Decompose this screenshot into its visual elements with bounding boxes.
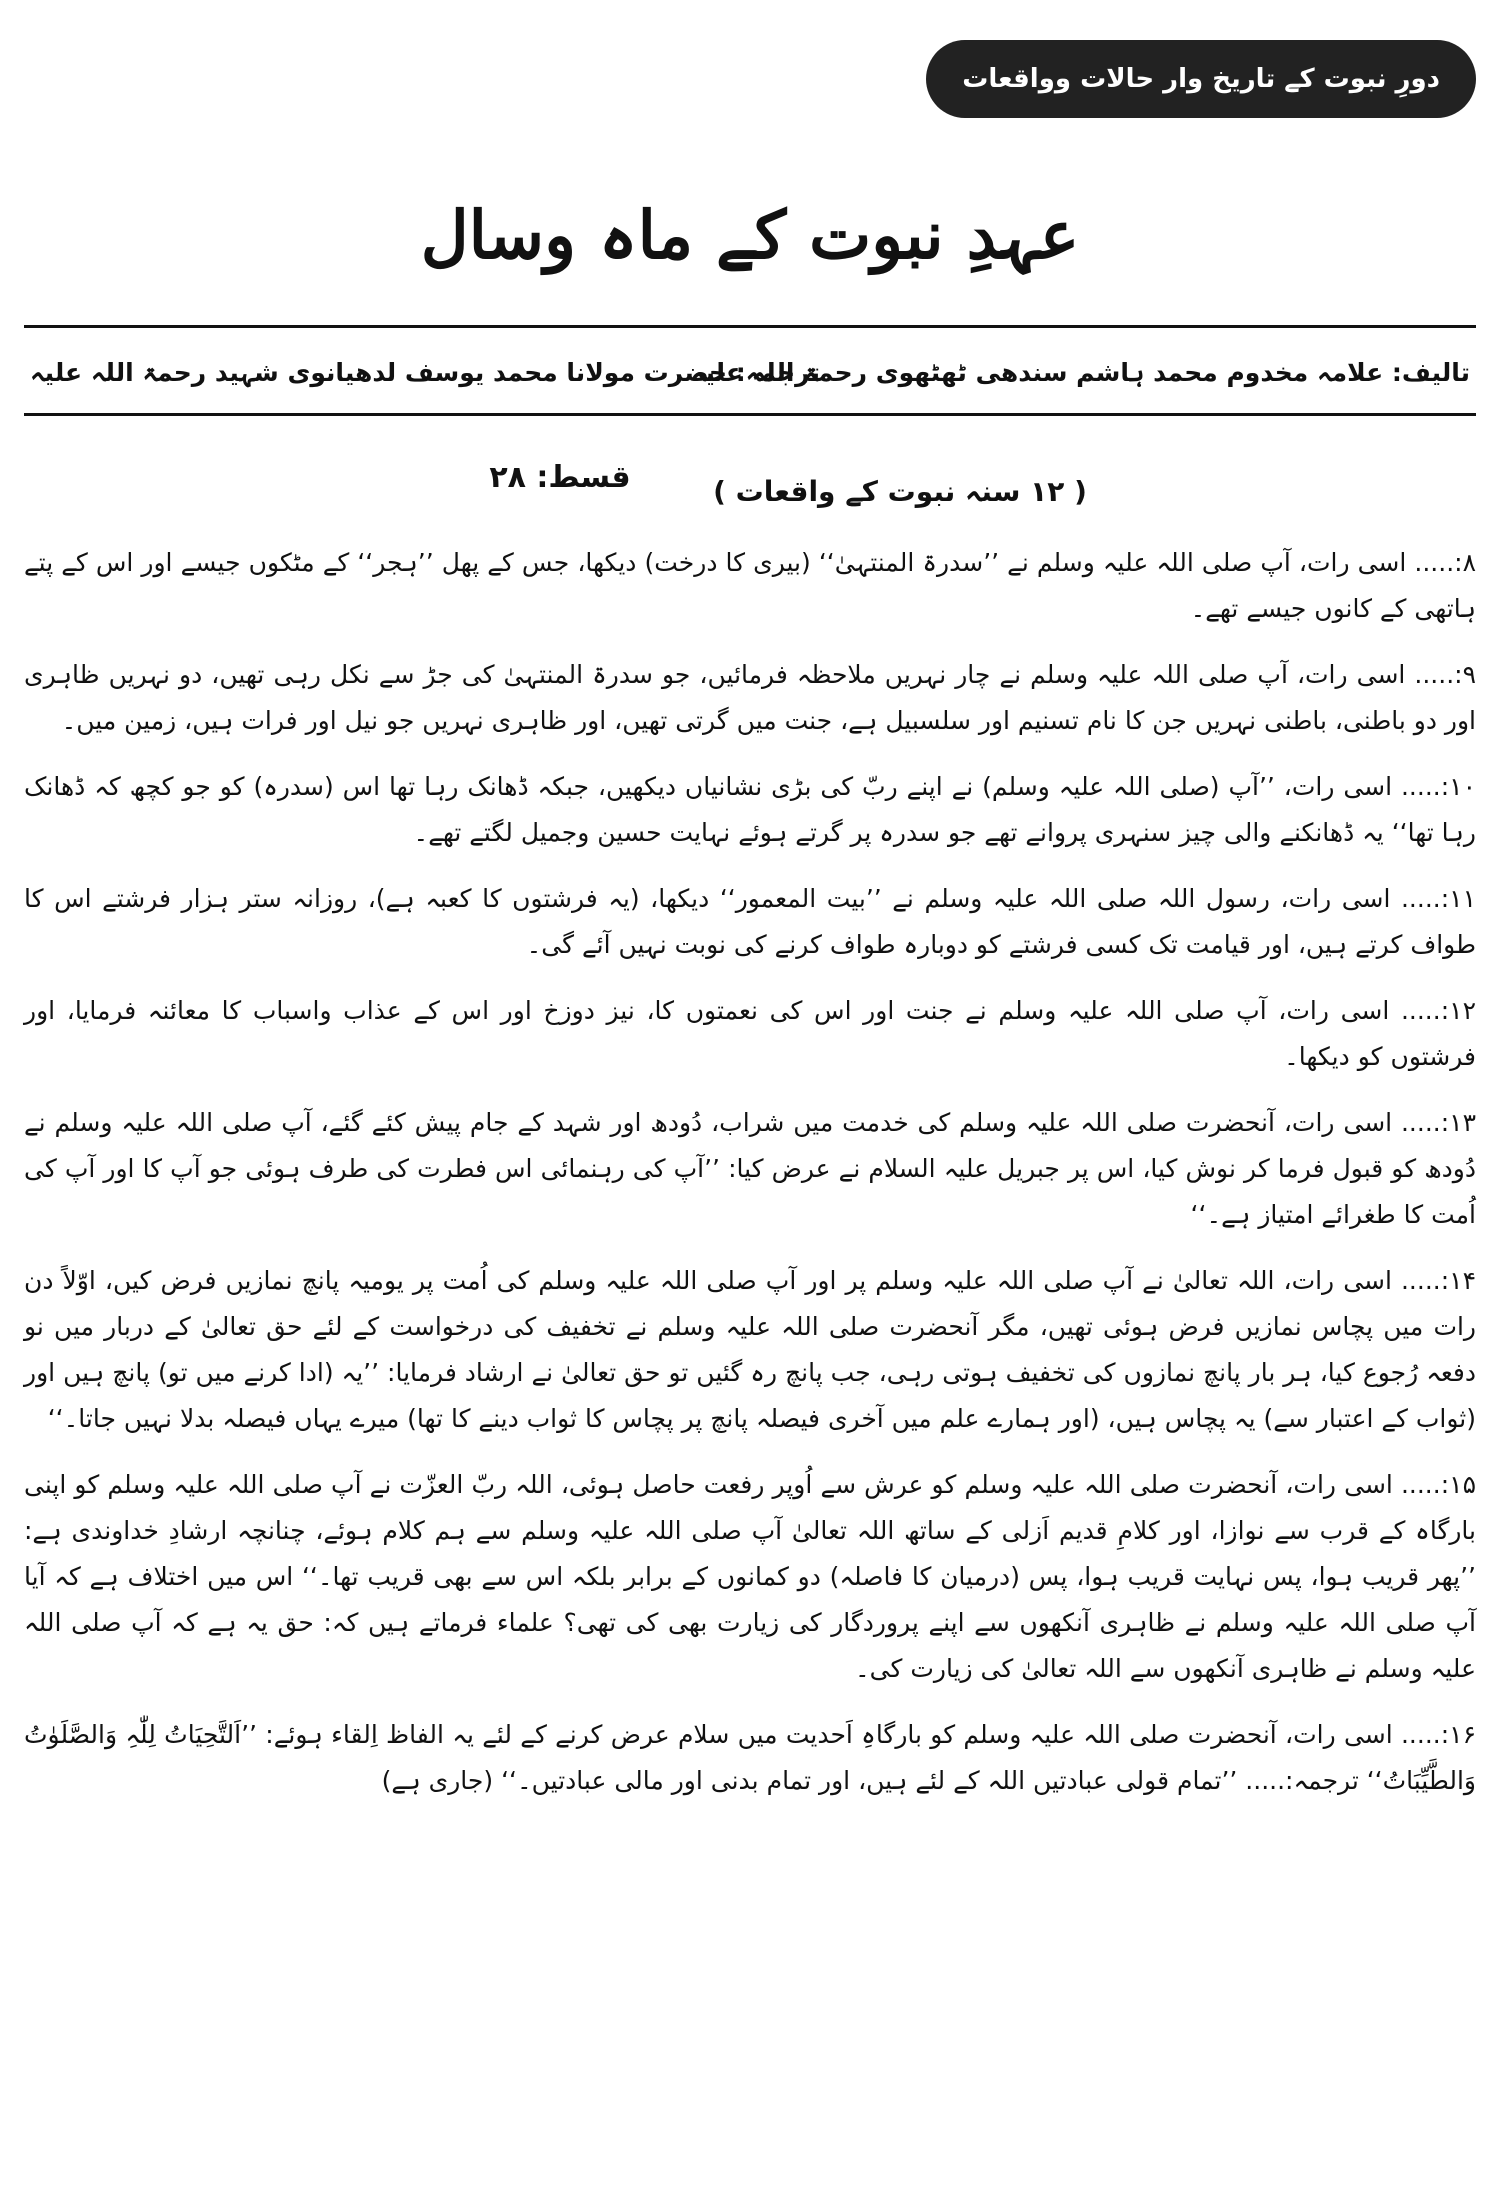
installment-subtitle — [0, 472, 1500, 512]
series-tag: دورِ نبوت کے تاریخ وار حالات وواقعات — [926, 40, 1476, 118]
paragraph-15: ۱۵:..... اسی رات، آنحضرت صلی اللہ علیہ وسلم کو عرش سے اُوپر رفعت حاصل ہوئی، اللہ ربّ العزّت نے آپ صلی اللہ علیہ وسلم کو اپنی بارگاہ کے قرب سے نوازا، اور کلامِ قدیم اَزلی کے ساتھ اللہ تعالیٰ آپ صلی اللہ علیہ وسلم سے ہم کلام ہوئے، چنانچہ ارشادِ خداوندی ہے: ’’پھر قریب ہوا، پس نہایت قریب ہوا، پس (درمیان کا فاصلہ) دو کمانوں کے برابر بلکہ اس سے بھی قریب تھا۔‘‘ اس میں اختلاف ہے کہ آیا آپ صلی اللہ علیہ وسلم نے ظاہری آنکھوں سے اپنے پروردگار کی زیارت بھی کی تھی؟ علماء فرماتے ہیں کہ: حق یہ ہے کہ آپ صلی اللہ علیہ وسلم نے ظاہری آنکھوں سے اللہ تعالیٰ کی زیارت کی۔ — [24, 1470, 1476, 1683]
paragraph-8: ۸:..... اسی رات، آپ صلی اللہ علیہ وسلم نے ’’سدرۃ المنتہیٰ‘‘ (بیری کا درخت) دیکھا، جس کے پھل ’’ہجر‘‘ کے مٹکوں جیسے اور اس کے پتے ہاتھی کے کانوں جیسے تھے۔ — [24, 548, 1476, 623]
translator-credit: ترجمہ: حضرت مولانا محمد یوسف لدھیانوی شہید رحمۃ اللہ علیہ — [30, 358, 821, 387]
paragraph-12: ۱۲:..... اسی رات، آپ صلی اللہ علیہ وسلم نے جنت اور اس کی نعمتوں کا، نیز دوزخ اور اس کے عذاب واسباب کا معائنہ فرمایا، اور فرشتوں کو دیکھا۔ — [24, 996, 1476, 1071]
installment-subtitle-text: ( ۱۲ سنہ نبوت کے واقعات ) — [713, 475, 1087, 508]
title-rule-bottom — [24, 413, 1476, 416]
paragraph-16: ۱۶:..... اسی رات، آنحضرت صلی اللہ علیہ وسلم کو بارگاہِ اَحدیت میں سلام عرض کرنے کے لئے یہ الفاظ اِلقاء ہوئے: ’’اَلتَّحِیَاتُ لِلّٰہِ وَالصَّلَوٰتُ وَالطَّیِّبَاتُ‘‘ ترجمہ:..... ’’تمام قولی عبادتیں اللہ کے لئے ہیں، اور تمام بدنی اور مالی عبادتیں۔‘‘ (جاری ہے) — [24, 1720, 1476, 1795]
paragraph-11: ۱۱:..... اسی رات، رسول اللہ صلی اللہ علیہ وسلم نے ’’بیت المعمور‘‘ دیکھا، (یہ فرشتوں کا کعبہ ہے)، روزانہ ستر ہزار فرشتے اس کا طواف کرتے ہیں، اور قیامت تک کسی فرشتے کو دوبارہ طواف کرنے کی نوبت نہیں آئے گی۔ — [24, 884, 1476, 959]
author-credit: تالیف: علامہ مخدوم محمد ہاشم سندھی ٹھٹھوی رحمۃ اللہ علیہ — [690, 358, 1470, 387]
title-rule-top — [24, 325, 1476, 328]
paragraph-9: ۹:..... اسی رات، آپ صلی اللہ علیہ وسلم نے چار نہریں ملاحظہ فرمائیں، جو سدرۃ المنتہیٰ کی جڑ سے نکل رہی تھیں، دو نہریں ظاہری اور دو باطنی، باطنی نہریں جن کا نام تسنیم اور سلسبیل ہے، جنت میں گرتی تھیں، اور ظاہری نہریں جو نیل اور فرات ہیں، زمین میں۔ — [24, 660, 1476, 735]
page-title: عہدِ نبوت کے ماہ وسال — [420, 196, 1080, 274]
article-body — [24, 540, 1476, 1804]
paragraph-13: ۱۳:..... اسی رات، آنحضرت صلی اللہ علیہ وسلم کی خدمت میں شراب، دُودھ اور شہد کے جام پیش کئے گئے، آپ صلی اللہ علیہ وسلم نے دُودھ کو قبول فرما کر نوش کیا، اس پر جبریل علیہ السلام نے عرض کیا: ’’آپ کی رہنمائی اس فطرت کی طرف ہوئی جو آپ کا اور آپ کی اُمت کا طغرائے امتیاز ہے۔‘‘ — [24, 1108, 1476, 1229]
installment-label: قسط: ۲۸ — [489, 460, 631, 495]
paragraph-10: ۱۰:..... اسی رات، ’’آپ (صلی اللہ علیہ وسلم) نے اپنے ربّ کی بڑی نشانیاں دیکھیں، جبکہ ڈھانک رہا تھا اس (سدرہ) کو جو کچھ کہ ڈھانک رہا تھا‘‘ یہ ڈھانکنے والی چیز سنہری پروانے تھے جو سدرہ پر گرتے ہوئے نہایت حسین وجمیل لگتے تھے۔ — [24, 772, 1476, 847]
paragraph-14: ۱۴:..... اسی رات، اللہ تعالیٰ نے آپ صلی اللہ علیہ وسلم پر اور آپ صلی اللہ علیہ وسلم کی اُمت پر یومیہ پانچ نمازیں فرض کیں، اوّلاً دن رات میں پچاس نمازیں فرض ہوئی تھیں، مگر آنحضرت صلی اللہ علیہ وسلم نے تخفیف کی درخواست کے لئے حق تعالیٰ کے دربار میں نو دفعہ رُجوع کیا، ہر بار پانچ نمازوں کی تخفیف ہوتی رہی، جب پانچ رہ گئیں تو حق تعالیٰ نے ارشاد فرمایا: ’’یہ (ادا کرنے میں تو) پانچ ہیں اور (ثواب کے اعتبار سے) یہ پچاس ہیں، (اور ہمارے علم میں آخری فیصلہ پانچ پر پچاس کا ثواب دینے کا تھا) میرے یہاں فیصلہ بدلا نہیں جاتا۔‘‘ — [24, 1266, 1476, 1433]
